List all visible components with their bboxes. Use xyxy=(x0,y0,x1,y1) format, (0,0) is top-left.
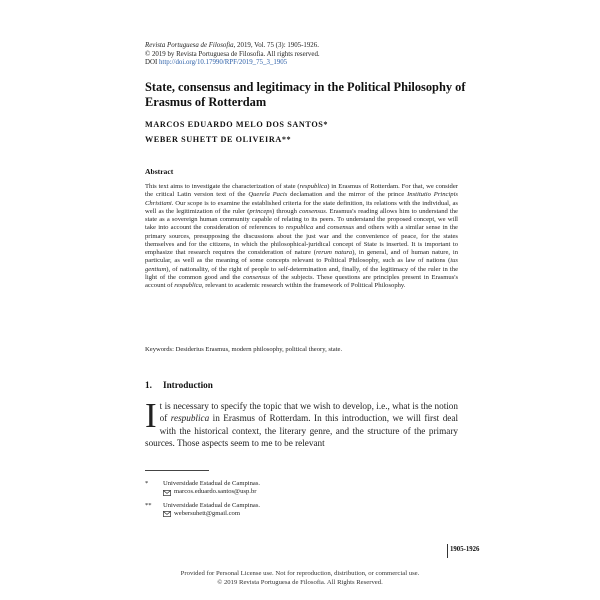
abstract-text: declamation and the mirror of the prince xyxy=(287,191,408,199)
intro-text-2: in Erasmus of Rotterdam. In this introduction, we will first deal with the historical context, the literary genre, and the structure of the primary sources. Those aspects seem to me to be relevant xyxy=(145,413,458,449)
section-heading xyxy=(145,380,213,390)
author-list xyxy=(145,118,475,147)
abstract-italic-term: consensus xyxy=(299,207,326,215)
footnote-email[interactable]: webersuhett@gmail.com xyxy=(174,510,240,518)
journal-citation xyxy=(145,42,475,51)
abstract-italic-term: ius gentium xyxy=(145,257,458,273)
keywords-text: Desiderius Erasmus, modern philosophy, political theory, state. xyxy=(173,346,343,353)
section-title: Introduction xyxy=(163,380,213,390)
author-1: MARCOS EDUARDO MELO DOS SANTOS* xyxy=(145,120,329,129)
footnote-1 xyxy=(145,480,458,497)
abstract-text: . Erasmus's reading allows him to understand the state as a sovereign human community capable of relating to its peers. To understand the proposed concept, we will take into account the consideration of references to xyxy=(145,207,458,232)
footnote-divider xyxy=(145,470,209,471)
author-2: WEBER SUHETT DE OLIVEIRA** xyxy=(145,134,292,144)
abstract-text: , relevant to academic research within the framework of Political Philosophy. xyxy=(201,282,406,289)
abstract-body xyxy=(145,183,458,290)
abstract-italic-term: consensus xyxy=(243,273,270,281)
footnotes xyxy=(145,480,458,524)
keywords xyxy=(145,346,458,354)
footnote-mark: * xyxy=(145,480,149,487)
footnote-email[interactable]: marcos.eduardo.santos@usp.br xyxy=(174,488,257,496)
footnote-email-line xyxy=(163,510,458,518)
abstract-text: This text aims to investigate the characterization of state ( xyxy=(145,183,300,190)
license-line-2: © 2019 Revista Portuguesa de Filosofia. All Rights Reserved. xyxy=(217,578,383,586)
abstract-italic-term: Institutio Principis Christiani xyxy=(145,191,458,207)
article-title: State, consensus and legitimacy in the Political Philosophy of Erasmus of Rotterdam xyxy=(145,80,466,110)
abstract-italic-term: respublica xyxy=(285,224,314,232)
abstract-text: ) through xyxy=(272,207,300,215)
drop-cap: I xyxy=(145,396,157,435)
footnote-2 xyxy=(145,502,458,519)
abstract-text: of the subjects. These questions are principles present in Erasmus's account of xyxy=(145,273,459,289)
copyright-line: © 2019 by Revista Portuguesa de Filosofia. All rights reserved. xyxy=(145,50,320,58)
abstract-italic-term: rerum natura xyxy=(315,249,353,256)
license-line-1: Provided for Personal License use. Not for reproduction, distribution, or commercial use. xyxy=(180,570,420,577)
abstract-heading: Abstract xyxy=(145,167,174,176)
footnote-mark: ** xyxy=(145,501,152,509)
footnote-affiliation: Universidade Estadual de Campinas. xyxy=(163,480,261,487)
doi-label: DOI xyxy=(145,59,158,67)
license-notice xyxy=(130,570,470,587)
abstract-italic-term: Querela Pacis xyxy=(248,191,288,199)
abstract-italic-term: respublica xyxy=(174,282,202,289)
journal-volume: , 2019, Vol. 75 (3): 1905-1926. xyxy=(233,42,319,49)
journal-name: Revista Portuguesa de Filosofia xyxy=(145,42,234,49)
abstract-text: ), in general, and of human nature, in particular, as well as the meaning of some concepts relevant to Political Philosophy, such as law of nations ( xyxy=(145,249,458,265)
intro-text-1: t is necessary to specify the topic that we wish to develop, i.e., what is the notion of xyxy=(159,401,458,424)
abstract-text: ), of nationality, of the right of people to self-determination and, finally, of the legitimacy of the ruler in the light of the common good and the xyxy=(145,265,458,281)
doi-line xyxy=(145,59,475,68)
abstract-text: . Our scope is to examine the established criteria for the state definition, its relations with the individual, as well as the legitimization of the ruler ( xyxy=(145,199,458,215)
abstract-text: ) in Erasmus of Rotterdam. For that, we consider the critical Latin version text of the xyxy=(145,183,458,199)
footnote-email-line xyxy=(163,488,458,496)
envelope-icon xyxy=(163,490,171,496)
journal-header xyxy=(145,42,475,68)
keywords-label: Keywords: xyxy=(145,346,174,353)
envelope-icon xyxy=(163,511,171,517)
intro-italic: respublica xyxy=(170,413,210,424)
abstract-text: and xyxy=(313,224,328,232)
abstract-text: and others with a similar sense in the primary sources, presupposing the discussions about the just war and the convenience of peace, for the states themselves and for the citizens, in which the philosophical-juridical concept of State is inserted. It is important to emphasize that research requires the consideration of nature ( xyxy=(145,224,458,256)
page-range: 1905-1926 xyxy=(450,546,480,553)
abstract-italic-term: princeps xyxy=(249,207,273,215)
section-number: 1. xyxy=(145,380,152,390)
doi-link[interactable]: http://doi.org/10.17990/RPF/2019_75_3_1905 xyxy=(158,59,288,67)
introduction-paragraph xyxy=(145,396,458,450)
abstract-italic-term: respublica xyxy=(299,183,328,190)
footnote-affiliation: Universidade Estadual de Campinas. xyxy=(163,501,261,509)
abstract-italic-term: consensus xyxy=(327,224,355,232)
